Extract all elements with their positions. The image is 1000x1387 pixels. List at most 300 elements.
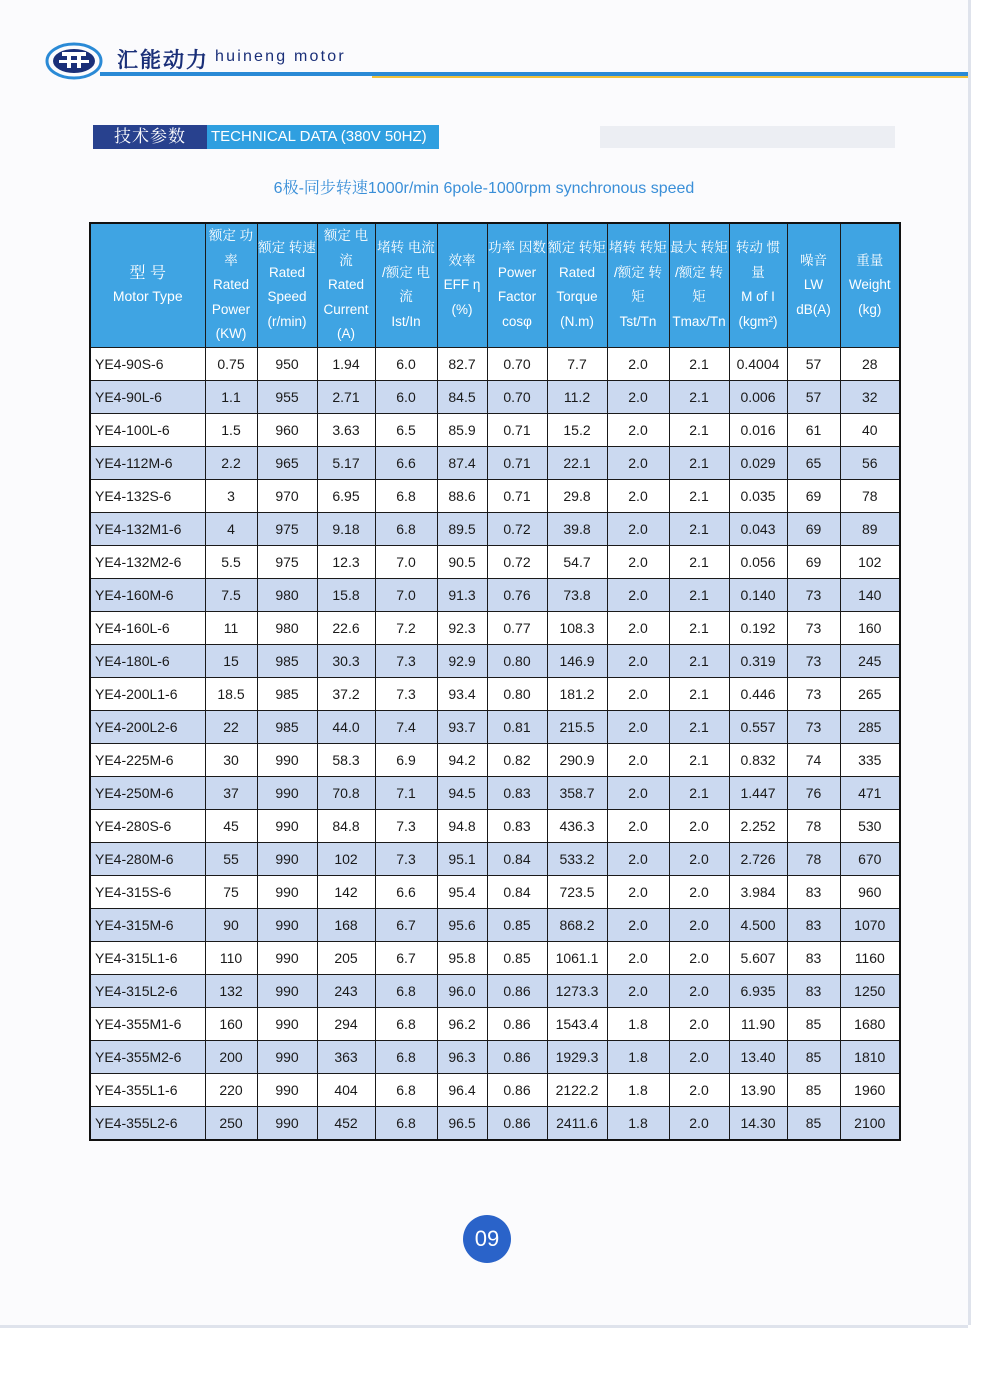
table-cell: 2.1: [669, 743, 729, 776]
table-cell: 290.9: [547, 743, 607, 776]
table-cell: 78: [787, 842, 840, 875]
table-cell: 84.8: [317, 809, 375, 842]
table-cell: 83: [787, 875, 840, 908]
table-cell: 6.95: [317, 479, 375, 512]
table-cell: 1.8: [607, 1007, 669, 1040]
table-cell: 0.192: [729, 611, 787, 644]
table-cell: 0.83: [487, 809, 547, 842]
table-row: [90, 1007, 900, 1040]
table-cell: 0.72: [487, 512, 547, 545]
table-cell: 2.0: [669, 974, 729, 1007]
table-cell: 1250: [840, 974, 900, 1007]
table-cell: 285: [840, 710, 900, 743]
table-cell: 2.1: [669, 380, 729, 413]
table-cell: 6.8: [375, 1040, 437, 1073]
table-cell: 2.0: [607, 677, 669, 710]
table-cell: 950: [257, 347, 317, 380]
table-cell: 990: [257, 1040, 317, 1073]
table-cell: 88.6: [437, 479, 487, 512]
motor-model-cell: YE4-315L1-6: [90, 941, 205, 974]
motor-model-cell: YE4-112M-6: [90, 446, 205, 479]
table-cell: 0.4004: [729, 347, 787, 380]
table-cell: 1960: [840, 1073, 900, 1106]
table-cell: 0.81: [487, 710, 547, 743]
table-cell: 2.1: [669, 677, 729, 710]
table-cell: 2.1: [669, 710, 729, 743]
table-cell: 1810: [840, 1040, 900, 1073]
table-cell: 7.1: [375, 776, 437, 809]
table-cell: 990: [257, 908, 317, 941]
table-cell: 85: [787, 1040, 840, 1073]
motor-model-cell: YE4-355L1-6: [90, 1073, 205, 1106]
table-cell: 15: [205, 644, 257, 677]
table-cell: 265: [840, 677, 900, 710]
header-rated-current: 额定 电流 Rated Current (A): [317, 223, 375, 347]
table-cell: 29.8: [547, 479, 607, 512]
table-cell: 0.86: [487, 1007, 547, 1040]
table-cell: 7.3: [375, 644, 437, 677]
table-cell: 78: [840, 479, 900, 512]
table-cell: 990: [257, 809, 317, 842]
table-cell: 83: [787, 974, 840, 1007]
table-cell: 985: [257, 710, 317, 743]
motor-model-cell: YE4-280S-6: [90, 809, 205, 842]
table-cell: 955: [257, 380, 317, 413]
table-cell: 95.1: [437, 842, 487, 875]
table-cell: 0.043: [729, 512, 787, 545]
table-cell: 11: [205, 611, 257, 644]
header-locked-rotor-torque-ratio: 堵转 转矩 /额定 转矩 Tst/Tn: [607, 223, 669, 347]
table-row: [90, 1106, 900, 1140]
table-cell: 2.726: [729, 842, 787, 875]
table-cell: 44.0: [317, 710, 375, 743]
table-cell: 530: [840, 809, 900, 842]
table-row: [90, 578, 900, 611]
table-cell: 96.5: [437, 1106, 487, 1140]
header-noise: 噪音 LW dB(A): [787, 223, 840, 347]
table-cell: 1.94: [317, 347, 375, 380]
header-rated-power: 额定 功率 Rated Power (KW): [205, 223, 257, 347]
motor-model-cell: YE4-225M-6: [90, 743, 205, 776]
table-cell: 2122.2: [547, 1073, 607, 1106]
table-cell: 22.6: [317, 611, 375, 644]
table-cell: 6.8: [375, 1073, 437, 1106]
table-cell: 2.0: [669, 908, 729, 941]
table-cell: 58.3: [317, 743, 375, 776]
table-cell: 2.0: [607, 611, 669, 644]
table-cell: 245: [840, 644, 900, 677]
table-cell: 11.2: [547, 380, 607, 413]
table-row: [90, 347, 900, 380]
table-cell: 92.9: [437, 644, 487, 677]
table-cell: 30.3: [317, 644, 375, 677]
table-cell: 1.447: [729, 776, 787, 809]
table-cell: 83: [787, 908, 840, 941]
table-cell: 2.0: [607, 413, 669, 446]
table-cell: 2.0: [607, 941, 669, 974]
table-cell: 82.7: [437, 347, 487, 380]
table-cell: 0.86: [487, 1106, 547, 1140]
table-cell: 9.18: [317, 512, 375, 545]
table-cell: 0.86: [487, 974, 547, 1007]
table-body: [90, 347, 900, 1140]
table-cell: 2.0: [669, 1073, 729, 1106]
table-cell: 3.63: [317, 413, 375, 446]
table-cell: 670: [840, 842, 900, 875]
table-cell: 6.8: [375, 1007, 437, 1040]
table-cell: 2.0: [607, 545, 669, 578]
motor-model-cell: YE4-160L-6: [90, 611, 205, 644]
table-cell: 7.3: [375, 677, 437, 710]
table-cell: 84.5: [437, 380, 487, 413]
table-cell: 2.1: [669, 578, 729, 611]
table-cell: 5.5: [205, 545, 257, 578]
table-cell: 87.4: [437, 446, 487, 479]
table-cell: 32: [840, 380, 900, 413]
table-cell: 4: [205, 512, 257, 545]
page-number-badge: 09: [463, 1215, 511, 1263]
table-cell: 294: [317, 1007, 375, 1040]
table-cell: 142: [317, 875, 375, 908]
table-cell: 0.71: [487, 479, 547, 512]
table-row: [90, 380, 900, 413]
table-cell: 335: [840, 743, 900, 776]
table-cell: 990: [257, 743, 317, 776]
table-cell: 0.016: [729, 413, 787, 446]
table-cell: 2.0: [669, 1007, 729, 1040]
table-cell: 95.4: [437, 875, 487, 908]
table-cell: 2.2: [205, 446, 257, 479]
table-cell: 90.5: [437, 545, 487, 578]
table-cell: 146.9: [547, 644, 607, 677]
table-cell: 2.1: [669, 545, 729, 578]
table-cell: 73.8: [547, 578, 607, 611]
header-rule-yellow: [372, 76, 968, 78]
header-power-factor: 功率 因数 Power Factor cosφ: [487, 223, 547, 347]
table-cell: 2.0: [607, 743, 669, 776]
motor-model-cell: YE4-355M1-6: [90, 1007, 205, 1040]
table-cell: 93.7: [437, 710, 487, 743]
header-moment-of-inertia: 转动 惯量 M of I (kgm²): [729, 223, 787, 347]
table-cell: 0.319: [729, 644, 787, 677]
table-cell: 0.86: [487, 1073, 547, 1106]
table-cell: 69: [787, 479, 840, 512]
motor-model-cell: YE4-160M-6: [90, 578, 205, 611]
table-cell: 1273.3: [547, 974, 607, 1007]
section-title-english: TECHNICAL DATA (380V 50HZ): [207, 125, 439, 149]
table-row: [90, 875, 900, 908]
table-cell: 2.1: [669, 644, 729, 677]
table-cell: 6.8: [375, 974, 437, 1007]
table-cell: 1680: [840, 1007, 900, 1040]
motor-model-cell: YE4-132M2-6: [90, 545, 205, 578]
table-cell: 2.0: [607, 908, 669, 941]
table-cell: 471: [840, 776, 900, 809]
table-cell: 96.4: [437, 1073, 487, 1106]
table-cell: 975: [257, 512, 317, 545]
table-cell: 1929.3: [547, 1040, 607, 1073]
table-cell: 94.2: [437, 743, 487, 776]
table-cell: 965: [257, 446, 317, 479]
table-cell: 6.8: [375, 479, 437, 512]
table-cell: 2.0: [607, 809, 669, 842]
table-cell: 980: [257, 611, 317, 644]
table-cell: 5.17: [317, 446, 375, 479]
header-rated-torque: 额定 转矩 Rated Torque (N.m): [547, 223, 607, 347]
table-row: [90, 446, 900, 479]
table-cell: 2.0: [669, 875, 729, 908]
table-cell: 723.5: [547, 875, 607, 908]
table-cell: 168: [317, 908, 375, 941]
table-cell: 0.71: [487, 446, 547, 479]
table-cell: 3: [205, 479, 257, 512]
table-cell: 0.71: [487, 413, 547, 446]
table-cell: 15.2: [547, 413, 607, 446]
table-cell: 4.500: [729, 908, 787, 941]
table-row: [90, 479, 900, 512]
table-cell: 76: [787, 776, 840, 809]
table-cell: 7.0: [375, 578, 437, 611]
table-cell: 85: [787, 1073, 840, 1106]
table-header-row: [90, 223, 900, 347]
table-cell: 30: [205, 743, 257, 776]
table-cell: 0.557: [729, 710, 787, 743]
table-cell: 0.006: [729, 380, 787, 413]
table-cell: 6.0: [375, 380, 437, 413]
table-cell: 2.0: [607, 347, 669, 380]
header-rated-speed: 额定 转速 Rated Speed (r/min): [257, 223, 317, 347]
table-cell: 6.8: [375, 1106, 437, 1140]
motor-model-cell: YE4-180L-6: [90, 644, 205, 677]
table-cell: 94.5: [437, 776, 487, 809]
brand-name-chinese: 汇能动力: [117, 49, 209, 72]
table-cell: 13.90: [729, 1073, 787, 1106]
table-cell: 7.0: [375, 545, 437, 578]
table-cell: 96.3: [437, 1040, 487, 1073]
table-cell: 54.7: [547, 545, 607, 578]
header-motor-type: 型 号 Motor Type: [90, 223, 205, 347]
table-cell: 1160: [840, 941, 900, 974]
table-cell: 2.0: [607, 974, 669, 1007]
motor-model-cell: YE4-200L1-6: [90, 677, 205, 710]
table-cell: 0.035: [729, 479, 787, 512]
table-cell: 37: [205, 776, 257, 809]
table-cell: 2.0: [607, 380, 669, 413]
table-cell: 2.1: [669, 479, 729, 512]
table-cell: 14.30: [729, 1106, 787, 1140]
motor-model-cell: YE4-132S-6: [90, 479, 205, 512]
scan-bottom-margin: [0, 1325, 1000, 1387]
table-cell: 2.0: [669, 1106, 729, 1140]
table-cell: 85: [787, 1007, 840, 1040]
motor-model-cell: YE4-315L2-6: [90, 974, 205, 1007]
table-cell: 108.3: [547, 611, 607, 644]
motor-model-cell: YE4-132M1-6: [90, 512, 205, 545]
table-cell: 90: [205, 908, 257, 941]
table-cell: 83: [787, 941, 840, 974]
table-cell: 73: [787, 644, 840, 677]
table-row: [90, 1040, 900, 1073]
table-row: [90, 941, 900, 974]
table-cell: 2411.6: [547, 1106, 607, 1140]
table-cell: 2.0: [607, 512, 669, 545]
table-cell: 1070: [840, 908, 900, 941]
table-cell: 990: [257, 1106, 317, 1140]
table-cell: 73: [787, 578, 840, 611]
table-cell: 70.8: [317, 776, 375, 809]
motor-model-cell: YE4-315S-6: [90, 875, 205, 908]
brand-name-english: huineng motor: [215, 48, 346, 65]
table-cell: 37.2: [317, 677, 375, 710]
table-row: [90, 611, 900, 644]
table-cell: 73: [787, 677, 840, 710]
table-cell: 93.4: [437, 677, 487, 710]
table-cell: 95.8: [437, 941, 487, 974]
motor-model-cell: YE4-100L-6: [90, 413, 205, 446]
table-row: [90, 743, 900, 776]
table-cell: 6.0: [375, 347, 437, 380]
section-title-chinese: 技术参数: [93, 125, 207, 149]
table-cell: 2.0: [607, 776, 669, 809]
table-cell: 2.0: [607, 479, 669, 512]
table-cell: 96.2: [437, 1007, 487, 1040]
table-cell: 0.056: [729, 545, 787, 578]
table-row: [90, 776, 900, 809]
table-cell: 40: [840, 413, 900, 446]
table-cell: 140: [840, 578, 900, 611]
table-cell: 95.6: [437, 908, 487, 941]
table-cell: 0.77: [487, 611, 547, 644]
table-cell: 0.85: [487, 908, 547, 941]
table-cell: 6.935: [729, 974, 787, 1007]
table-cell: 2.0: [607, 842, 669, 875]
table-cell: 0.72: [487, 545, 547, 578]
table-cell: 2.1: [669, 776, 729, 809]
table-cell: 2.0: [607, 644, 669, 677]
table-cell: 39.8: [547, 512, 607, 545]
table-cell: 0.80: [487, 677, 547, 710]
table-cell: 975: [257, 545, 317, 578]
table-cell: 1.8: [607, 1073, 669, 1106]
table-cell: 1.8: [607, 1040, 669, 1073]
motor-model-cell: YE4-90L-6: [90, 380, 205, 413]
table-cell: 69: [787, 545, 840, 578]
table-row: [90, 908, 900, 941]
table-cell: 102: [317, 842, 375, 875]
header-efficiency: 效率 EFF η (%): [437, 223, 487, 347]
table-cell: 6.7: [375, 941, 437, 974]
table-cell: 985: [257, 644, 317, 677]
table-cell: 0.84: [487, 875, 547, 908]
table-subtitle: 6极-同步转速1000r/min 6pole-1000rpm synchronous speed: [273, 180, 695, 197]
table-cell: 12.3: [317, 545, 375, 578]
table-cell: 85: [787, 1106, 840, 1140]
table-row: [90, 512, 900, 545]
table-cell: 6.6: [375, 875, 437, 908]
table-cell: 2.1: [669, 446, 729, 479]
table-cell: 0.832: [729, 743, 787, 776]
motor-model-cell: YE4-355M2-6: [90, 1040, 205, 1073]
table-cell: 57: [787, 347, 840, 380]
motor-model-cell: YE4-280M-6: [90, 842, 205, 875]
table-cell: 181.2: [547, 677, 607, 710]
table-cell: 7.3: [375, 809, 437, 842]
table-cell: 56: [840, 446, 900, 479]
table-cell: 970: [257, 479, 317, 512]
table-row: [90, 413, 900, 446]
table-cell: 0.86: [487, 1040, 547, 1073]
table-cell: 2.0: [607, 875, 669, 908]
table-cell: 102: [840, 545, 900, 578]
table-cell: 6.6: [375, 446, 437, 479]
table-cell: 73: [787, 611, 840, 644]
table-cell: 533.2: [547, 842, 607, 875]
table-cell: 160: [840, 611, 900, 644]
header-max-torque-ratio: 最大 转矩 /额定 转矩 Tmax/Tn: [669, 223, 729, 347]
table-cell: 6.9: [375, 743, 437, 776]
table-cell: 960: [840, 875, 900, 908]
table-cell: 0.70: [487, 380, 547, 413]
table-cell: 985: [257, 677, 317, 710]
table-cell: 2.0: [669, 941, 729, 974]
motor-model-cell: YE4-250M-6: [90, 776, 205, 809]
table-row: [90, 710, 900, 743]
table-cell: 74: [787, 743, 840, 776]
table-row: [90, 545, 900, 578]
table-cell: 22: [205, 710, 257, 743]
table-row: [90, 677, 900, 710]
header-locked-rotor-current-ratio: 堵转 电流 /额定 电流 Ist/In: [375, 223, 437, 347]
huineng-logo-icon: [45, 42, 103, 80]
table-cell: 2100: [840, 1106, 900, 1140]
table-cell: 7.4: [375, 710, 437, 743]
table-cell: 358.7: [547, 776, 607, 809]
table-cell: 75: [205, 875, 257, 908]
table-cell: 1.1: [205, 380, 257, 413]
motor-model-cell: YE4-90S-6: [90, 347, 205, 380]
table-cell: 200: [205, 1040, 257, 1073]
table-cell: 94.8: [437, 809, 487, 842]
table-cell: 2.1: [669, 512, 729, 545]
table-cell: 11.90: [729, 1007, 787, 1040]
table-cell: 0.82: [487, 743, 547, 776]
table-cell: 96.0: [437, 974, 487, 1007]
table-cell: 61: [787, 413, 840, 446]
table-cell: 0.80: [487, 644, 547, 677]
table-cell: 110: [205, 941, 257, 974]
table-cell: 2.252: [729, 809, 787, 842]
table-cell: 990: [257, 776, 317, 809]
table-cell: 55: [205, 842, 257, 875]
table-cell: 6.8: [375, 512, 437, 545]
table-cell: 2.0: [669, 809, 729, 842]
table-cell: 220: [205, 1073, 257, 1106]
table-row: [90, 1073, 900, 1106]
table-cell: 85.9: [437, 413, 487, 446]
table-cell: 990: [257, 1007, 317, 1040]
table-cell: 0.446: [729, 677, 787, 710]
table-cell: 2.71: [317, 380, 375, 413]
table-cell: 92.3: [437, 611, 487, 644]
table-cell: 2.0: [607, 710, 669, 743]
table-cell: 15.8: [317, 578, 375, 611]
table-cell: 13.40: [729, 1040, 787, 1073]
table-cell: 0.84: [487, 842, 547, 875]
table-cell: 404: [317, 1073, 375, 1106]
technical-data-table: [89, 222, 901, 1141]
motor-model-cell: YE4-200L2-6: [90, 710, 205, 743]
table-cell: 1.5: [205, 413, 257, 446]
